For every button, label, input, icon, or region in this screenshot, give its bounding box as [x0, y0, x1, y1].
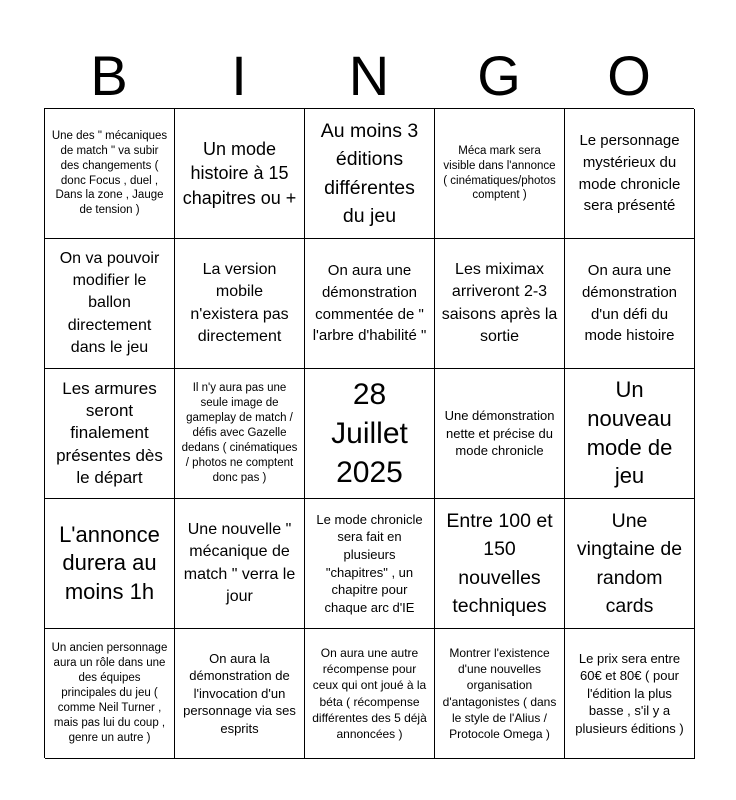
- header-letter-i: I: [231, 44, 247, 107]
- bingo-cell-5-1[interactable]: Un ancien personnage aura un rôle dans une des équipes principales du jeu ( comme Neil Turner , mais pas lui du coup , genre un autre ): [45, 629, 175, 759]
- bingo-cell-5-3[interactable]: On aura une autre récompense pour ceux qui ont joué à la béta ( récompense différentes des 5 déjà annoncées ): [305, 629, 435, 759]
- bingo-cell-1-5[interactable]: Le personnage mystérieux du mode chronicle sera présenté: [565, 109, 695, 239]
- bingo-cell-1-3[interactable]: Au moins 3 éditions différentes du jeu: [305, 109, 435, 239]
- bingo-cell-2-3[interactable]: On aura une démonstration commentée de " l'arbre d'habilité ": [305, 239, 435, 369]
- bingo-cell-4-3[interactable]: Le mode chronicle sera fait en plusieurs "chapitres" , un chapitre pour chaque arc d'IE: [305, 499, 435, 629]
- bingo-cell-1-4[interactable]: Méca mark sera visible dans l'annonce ( cinématiques/photos comptent ): [435, 109, 565, 239]
- header-letter-n: N: [348, 44, 390, 107]
- bingo-cell-2-2[interactable]: La version mobile n'existera pas directement: [175, 239, 305, 369]
- bingo-cell-5-2[interactable]: On aura la démonstration de l'invocation d'un personnage via ses esprits: [175, 629, 305, 759]
- bingo-cell-4-2[interactable]: Une nouvelle " mécanique de match " verra le jour: [175, 499, 305, 629]
- bingo-grid: [44, 108, 694, 758]
- bingo-cell-2-4[interactable]: Les miximax arriveront 2-3 saisons après la sortie: [435, 239, 565, 369]
- bingo-cell-4-1[interactable]: L'annonce durera au moins 1h: [45, 499, 175, 629]
- bingo-cell-5-5[interactable]: Le prix sera entre 60€ et 80€ ( pour l'édition la plus basse , s'il y a plusieurs éditions ): [565, 629, 695, 759]
- bingo-cell-5-4[interactable]: Montrer l'existence d'une nouvelles organisation d'antagonistes ( dans le style de l'Alius / Protocole Omega ): [435, 629, 565, 759]
- bingo-cell-1-1[interactable]: Une des " mécaniques de match " va subir des changements ( donc Focus , duel , Dans la zone , Jauge de tension ): [45, 109, 175, 239]
- header-letter-g: G: [477, 44, 521, 107]
- bingo-cell-3-4[interactable]: Une démonstration nette et précise du mode chronicle: [435, 369, 565, 499]
- header-letter-b: B: [90, 44, 128, 107]
- bingo-cell-4-4[interactable]: Entre 100 et 150 nouvelles techniques: [435, 499, 565, 629]
- bingo-cell-1-2[interactable]: Un mode histoire à 15 chapitres ou +: [175, 109, 305, 239]
- bingo-cell-3-1[interactable]: Les armures seront finalement présentes dès le départ: [45, 369, 175, 499]
- bingo-header: [44, 44, 694, 108]
- header-letter-o: O: [607, 44, 651, 107]
- bingo-cell-4-5[interactable]: Une vingtaine de random cards: [565, 499, 695, 629]
- bingo-cell-3-3-free[interactable]: 28 Juillet 2025: [305, 369, 435, 499]
- bingo-cell-2-5[interactable]: On aura une démonstration d'un défi du mode histoire: [565, 239, 695, 369]
- bingo-cell-2-1[interactable]: On va pouvoir modifier le ballon directement dans le jeu: [45, 239, 175, 369]
- bingo-cell-3-5[interactable]: Un nouveau mode de jeu: [565, 369, 695, 499]
- bingo-cell-3-2[interactable]: Il n'y aura pas une seule image de gameplay de match / défis avec Gazelle dedans ( cinématiques / photos ne comptent donc pas ): [175, 369, 305, 499]
